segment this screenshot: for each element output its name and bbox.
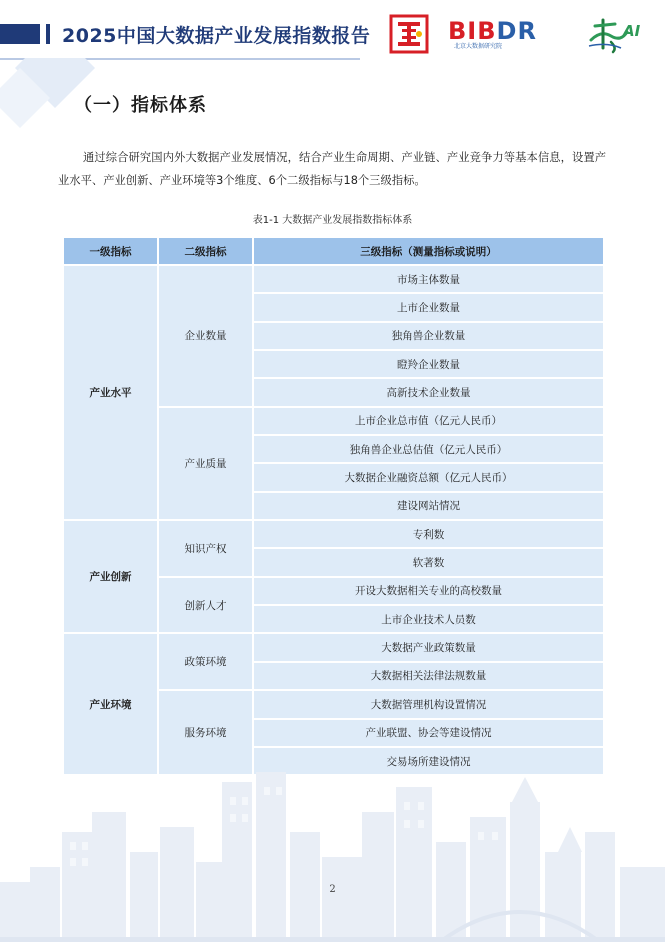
level3-cell: 软著数 — [253, 548, 604, 576]
level3-cell: 独角兽企业数量 — [253, 322, 604, 350]
level2-cell: 知识产权 — [158, 520, 253, 577]
level2-cell: 创新人才 — [158, 577, 253, 634]
table-row — [63, 520, 604, 548]
level1-cell: 产业创新 — [63, 520, 158, 633]
level3-cell: 产业联盟、协会等建设情况 — [253, 719, 604, 747]
level3-cell: 瞪羚企业数量 — [253, 350, 604, 378]
header-level3: 三级指标（测量指标或说明） — [253, 237, 604, 265]
header-level2: 二级指标 — [158, 237, 253, 265]
table-header-row — [63, 237, 604, 265]
level3-cell: 大数据管理机构设置情况 — [253, 690, 604, 718]
level3-cell: 大数据相关法律法规数量 — [253, 662, 604, 690]
level3-cell: 大数据企业融资总额（亿元人民币） — [253, 463, 604, 491]
header-accent-bar — [0, 24, 40, 44]
bibdr-logo — [448, 18, 572, 52]
level2-cell: 企业数量 — [158, 265, 253, 407]
level2-cell: 产业质量 — [158, 407, 253, 520]
level1-cell: 产业环境 — [63, 633, 158, 775]
report-title: 2025中国大数据产业发展指数报告 — [62, 25, 371, 47]
city-skyline-illustration — [0, 772, 665, 942]
level3-cell: 高新技术企业数量 — [253, 378, 604, 406]
level1-cell: 产业水平 — [63, 265, 158, 520]
section-title: （一）指标体系 — [74, 95, 207, 116]
level3-cell: 交易场所建设情况 — [253, 747, 604, 775]
level3-cell: 市场主体数量 — [253, 265, 604, 293]
level3-cell: 专利数 — [253, 520, 604, 548]
institution-logo-icon — [389, 14, 429, 54]
level3-cell: 独角兽企业总估值（亿元人民币） — [253, 435, 604, 463]
level3-cell: 开设大数据相关专业的高校数量 — [253, 577, 604, 605]
table-caption: 表1-1 大数据产业发展指数指标体系 — [252, 215, 413, 226]
intro-paragraph: 通过综合研究国内外大数据产业发展情况，结合产业生命周期、产业链、产业竞争力等基本信息，设置产业水平、产业创新、产业环境等3个维度、6个二级指标与18个三级指标。 — [58, 151, 606, 187]
page-header — [0, 0, 665, 62]
header-level1: 一级指标 — [63, 237, 158, 265]
header-accent-tick — [46, 24, 50, 44]
table-row — [63, 265, 604, 293]
level3-cell: 建设网站情况 — [253, 492, 604, 520]
page-number: 2 — [329, 884, 336, 895]
level2-cell: 政策环境 — [158, 633, 253, 690]
level3-cell: 上市企业技术人员数 — [253, 605, 604, 633]
level3-cell: 上市企业总市值（亿元人民币） — [253, 407, 604, 435]
indicator-table — [62, 236, 605, 776]
table-row — [63, 633, 604, 661]
bibdr-logo-subtitle: 北京大数据研究院 — [454, 43, 503, 50]
svg-text:AI: AI — [623, 22, 641, 40]
level3-cell: 上市企业数量 — [253, 293, 604, 321]
bibdr-logo-text: BIBDR — [448, 17, 537, 45]
su-ai-logo-icon — [587, 12, 649, 54]
level3-cell: 大数据产业政策数量 — [253, 633, 604, 661]
level2-cell: 服务环境 — [158, 690, 253, 775]
